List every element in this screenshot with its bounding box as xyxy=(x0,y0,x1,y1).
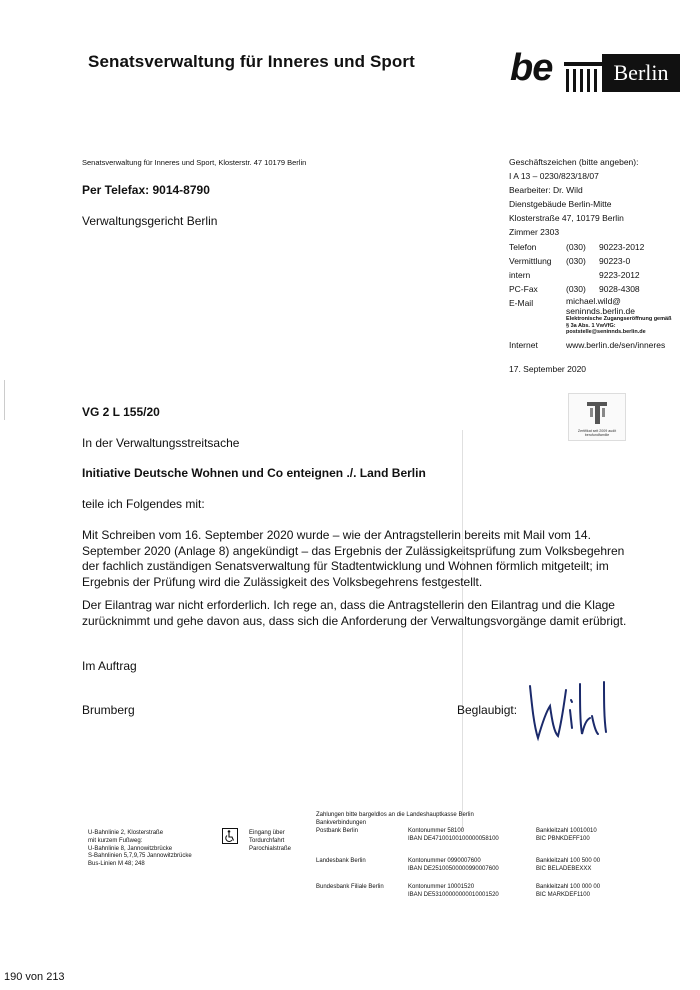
closing-auftrag: Im Auftrag xyxy=(82,659,137,673)
gz-value: I A 13 – 0230/823/18/07 xyxy=(509,171,599,182)
authority-title: Senatsverwaltung für Inneres und Sport xyxy=(88,52,415,71)
phone-label: Telefon xyxy=(509,241,537,252)
transit-info xyxy=(88,830,192,869)
certified-label: Beglaubigt: xyxy=(457,703,518,717)
recipient: Verwaltungsgericht Berlin xyxy=(82,214,218,228)
electronic-access-1: Elektronische Zugangseröffnung gemäß xyxy=(566,315,672,322)
berlin-logo xyxy=(510,48,680,96)
family-audit-certificate xyxy=(568,393,626,441)
phone-row xyxy=(509,254,671,268)
phone-number: 90223-0 xyxy=(599,255,631,266)
bank-bic: BIC PBNKDEFF100 xyxy=(536,835,590,842)
bank-name: Postbank Berlin xyxy=(316,828,359,834)
phone-label: Vermittlung xyxy=(509,255,552,266)
transit-line: U-Bahnlinie 2, Klosterstraße xyxy=(88,830,164,836)
bank-blz: Bankleitzahl 100 500 00 xyxy=(536,858,601,864)
accessible-entrance xyxy=(249,830,291,853)
phone-row xyxy=(509,282,671,296)
access-line: Tordurchfahrt xyxy=(249,837,285,844)
phone-label: intern xyxy=(509,269,531,280)
bank-bic: BIC BELADEBEXXX xyxy=(536,865,592,872)
bank-row xyxy=(316,828,626,844)
bearbeiter: Bearbeiter: Dr. Wild xyxy=(509,185,583,196)
access-line: Eingang über xyxy=(249,830,285,836)
internet-label: Internet xyxy=(509,339,538,350)
scan-line xyxy=(462,430,463,830)
dienstgebaeude: Dienstgebäude Berlin-Mitte xyxy=(509,199,612,210)
info-block xyxy=(509,155,671,352)
phone-number: 90223-2012 xyxy=(599,241,645,252)
transit-line: S-Bahnlinien 5,7,9,75 Jannowitzbrücke xyxy=(88,853,192,860)
brandenburg-gate-icon xyxy=(564,62,602,92)
phone-area: (030) xyxy=(566,255,586,266)
bank-konto: Kontonummer 58100 xyxy=(408,828,465,834)
transit-line: mit kurzem Fußweg: xyxy=(88,837,143,844)
phone-row xyxy=(509,240,671,254)
audit-logo-icon xyxy=(569,394,625,428)
scan-mark xyxy=(4,380,5,420)
paragraph-1: Mit Schreiben vom 16. September 2020 wurde – wie der Antragstellerin bereits mit Mail vom 14. September 2020 (Anlage 8) angekündigt – das Ergebnis der Zulässigkeitsprüfung zum Volksbegehren der fachlich zuständigen Senatsverwaltung für Stadtentwicklung und Wohnen förmlich mitgeteilt; im Ergebnis der Prüfung wird die Zulässigkeit des Volksbegehrens festgestellt. xyxy=(82,528,625,589)
access-line: Parochialstraße xyxy=(249,845,292,852)
phone-number: 9028-4308 xyxy=(599,283,640,294)
wheelchair-icon xyxy=(222,828,238,844)
transit-line: Bus-Linien M 48; 248 xyxy=(88,861,145,868)
intro-line: In der Verwaltungsstreitsache xyxy=(82,436,240,450)
email-label: E-Mail xyxy=(509,297,534,308)
bank-konto: Kontonummer 10001520 xyxy=(408,884,475,890)
case-subject: Initiative Deutsche Wohnen und Co enteignen ./. Land Berlin xyxy=(82,466,426,480)
bank-blz: Bankleitzahl 100 000 00 xyxy=(536,884,601,890)
bank-bic: BIC MARKDEF1100 xyxy=(536,891,590,898)
phone-number: 9223-2012 xyxy=(599,269,640,280)
electronic-access-3: poststelle@seninnds.berlin.de xyxy=(566,329,646,336)
bank-row xyxy=(316,858,626,874)
paragraph-2: Der Eilantrag war nicht erforderlich. Ich rege an, dass die Antragstellerin den Eilantrag und die Klage zurücknimmt und gehe davon aus, dass sich die Anforderung der Verwaltungsvorgänge damit erübrigt. xyxy=(82,598,627,628)
bank-name: Landesbank Berlin xyxy=(316,858,366,864)
bank-label: Bankverbindungen xyxy=(316,820,367,826)
bank-iban: IBAN DE25100500000990007600 xyxy=(408,865,499,872)
bank-iban: IBAN DE47100100100000058100 xyxy=(408,835,499,842)
email-line-1: michael.wild@ xyxy=(566,295,621,306)
email-line-2: seninnds.berlin.de xyxy=(566,305,635,316)
bank-name: Bundesbank Filiale Berlin xyxy=(316,884,384,890)
handwritten-signature xyxy=(520,676,620,746)
intro-statement: teile ich Folgendes mit: xyxy=(82,497,205,511)
bank-blz: Bankleitzahl 10010010 xyxy=(536,828,597,834)
logo-be-text: be xyxy=(510,47,553,89)
certificate-label: Zertifikat seit 2009 audit berufundfamilie xyxy=(577,429,617,438)
phone-area: (030) xyxy=(566,283,586,294)
bank-row xyxy=(316,884,626,900)
fax-line: Per Telefax: 9014-8790 xyxy=(82,183,210,197)
internet-value: www.berlin.de/sen/inneres xyxy=(566,339,666,350)
phone-row xyxy=(509,268,671,282)
signer-name: Brumberg xyxy=(82,703,135,717)
email-row xyxy=(509,296,671,336)
bank-konto: Kontonummer 0990007600 xyxy=(408,858,481,864)
letter-date: 17. September 2020 xyxy=(509,364,587,374)
payment-note: Zahlungen bitte bargeldlos an die Landeshauptkasse Berlin xyxy=(316,812,474,818)
gz-label: Geschäftszeichen (bitte angeben): xyxy=(509,157,639,167)
room: Zimmer 2303 xyxy=(509,227,560,238)
phone-area xyxy=(566,268,599,282)
office-address: Klosterstraße 47, 10179 Berlin xyxy=(509,213,624,224)
electronic-access-2: § 3a Abs. 1 VwVfG: xyxy=(566,322,616,329)
phone-label: PC-Fax xyxy=(509,283,538,294)
case-reference: VG 2 L 155/20 xyxy=(82,405,160,419)
bank-iban: IBAN DE53100000000010001520 xyxy=(408,891,499,898)
sender-line: Senatsverwaltung für Inneres und Sport, Klosterstr. 47 10179 Berlin xyxy=(82,158,307,167)
internet-row xyxy=(509,338,671,352)
page-number: 190 von 213 xyxy=(4,971,65,983)
transit-line: U-Bahnlinie 8, Jannowitzbrücke xyxy=(88,845,173,852)
phone-area: (030) xyxy=(566,241,586,252)
logo-berlin-box: Berlin xyxy=(602,54,680,92)
